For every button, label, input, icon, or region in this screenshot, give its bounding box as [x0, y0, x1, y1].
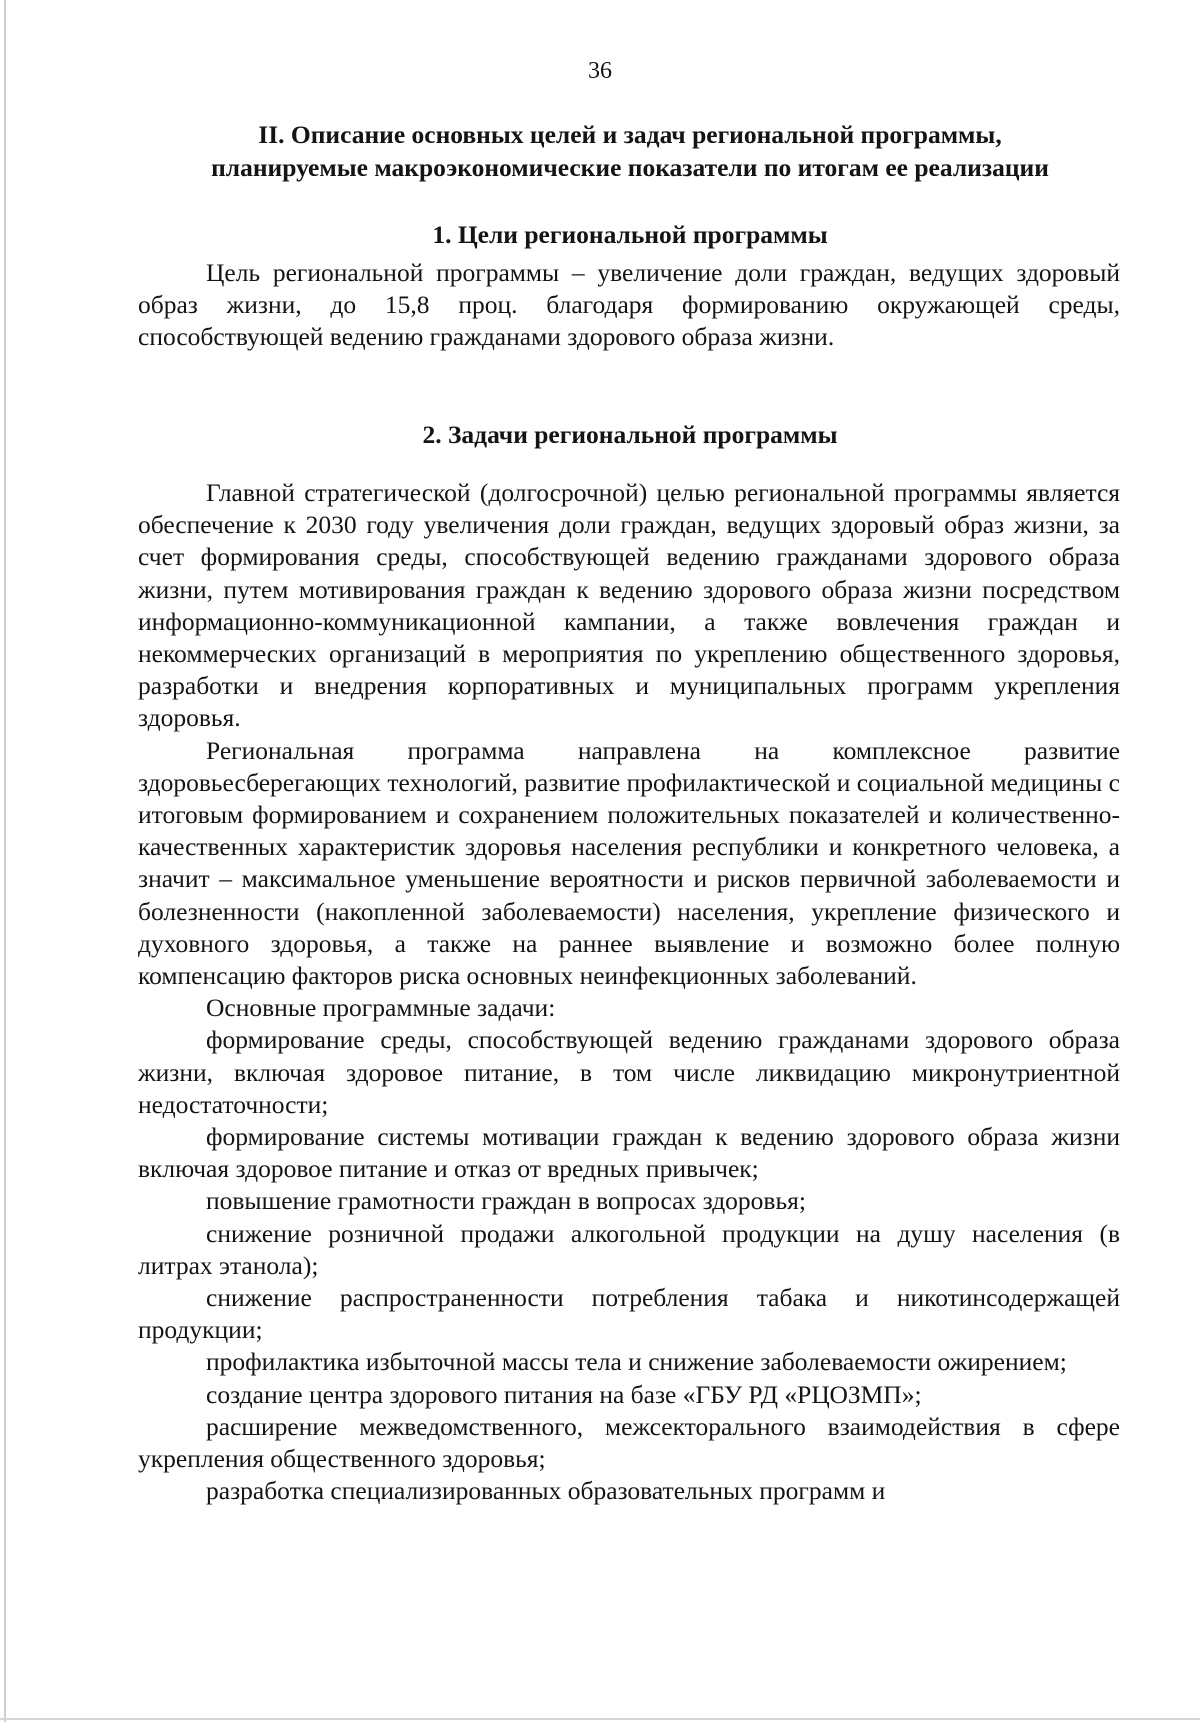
scan-edge-left	[4, 0, 6, 1722]
paragraph: Региональная программа направлена на комплексное развитие здоровьесберегающих технологий, развитие профилактической и социальной медицины с итоговым формированием и сохранением положительных показателей и количественно-качественных характеристик здоровья населения республики и конкретного человека, а значит – максимальное уменьшение вероятности и рисков первичной заболеваемости и болезненности (накопленной заболеваемости) населения, укрепление физического и духовного здоровья, а также на раннее выявление и возможно более полную компенсацию факторов риска основных неинфекционных заболеваний.	[138, 735, 1120, 991]
task-item: расширение межведомственного, межсекторального взаимодействия в сфере укрепления общественного здоровья;	[138, 1411, 1120, 1474]
task-item: формирование системы мотивации граждан к ведению здорового образа жизни включая здоровое питание и отказ от вредных привычек;	[138, 1122, 1120, 1184]
section-2-heading: 2. Задачи региональной программы	[422, 420, 838, 449]
document-title	[130, 118, 1130, 184]
task-item: профилактика избыточной массы тела и снижение заболеваемости ожирением;	[206, 1347, 1067, 1377]
list-intro: Основные программные задачи:	[206, 993, 556, 1023]
task-item: снижение распространенности потребления табака и никотинсодержащей продукции;	[138, 1283, 1120, 1345]
section-1-heading: 1. Цели региональной программы	[432, 220, 828, 249]
title-line-1: II. Описание основных целей и задач региональной программы,	[258, 120, 1002, 149]
scan-edge-bottom	[0, 1718, 1200, 1720]
section-2-body	[138, 477, 1120, 1508]
task-item: формирование среды, способствующей ведению гражданами здорового образа жизни, включая здоровое питание, в том числе ликвидацию микронутриентной недостаточности;	[138, 1025, 1120, 1119]
task-item: снижение розничной продажи алкогольной продукции на душу населения (в литрах этанола);	[138, 1218, 1120, 1280]
paragraph: Цель региональной программы – увеличение доли граждан, ведущих здоровый образ жизни, до 15,8 проц. благодаря формированию окружающей среды, способствующей ведению гражданами здорового образа жизни.	[138, 258, 1120, 352]
task-item: повышение грамотности граждан в вопросах здоровья;	[206, 1186, 806, 1216]
paragraph: Главной стратегической (долгосрочной) целью региональной программы является обеспечение к 2030 году увеличения доли граждан, ведущих здоровый образ жизни, за счет формирования среды, способствующей ведению гражданами здорового образа жизни, путем мотивирования граждан к ведению здорового образа жизни посредством информационно-коммуникационной кампании, а также вовлечения граждан и некоммерческих организаций в мероприятия по укреплению общественного здоровья, разработки и внедрения корпоративных и муниципальных программ укрепления здоровья.	[138, 478, 1120, 733]
title-line-2: планируемые макроэкономические показатели по итогам ее реализации	[211, 153, 1049, 182]
task-item: создание центра здорового питания на базе «ГБУ РД «РЦОЗМП»;	[206, 1379, 922, 1409]
page-number: 36	[588, 58, 612, 84]
section-1-body	[138, 257, 1120, 354]
task-item: разработка специализированных образовательных программ и	[206, 1476, 886, 1506]
